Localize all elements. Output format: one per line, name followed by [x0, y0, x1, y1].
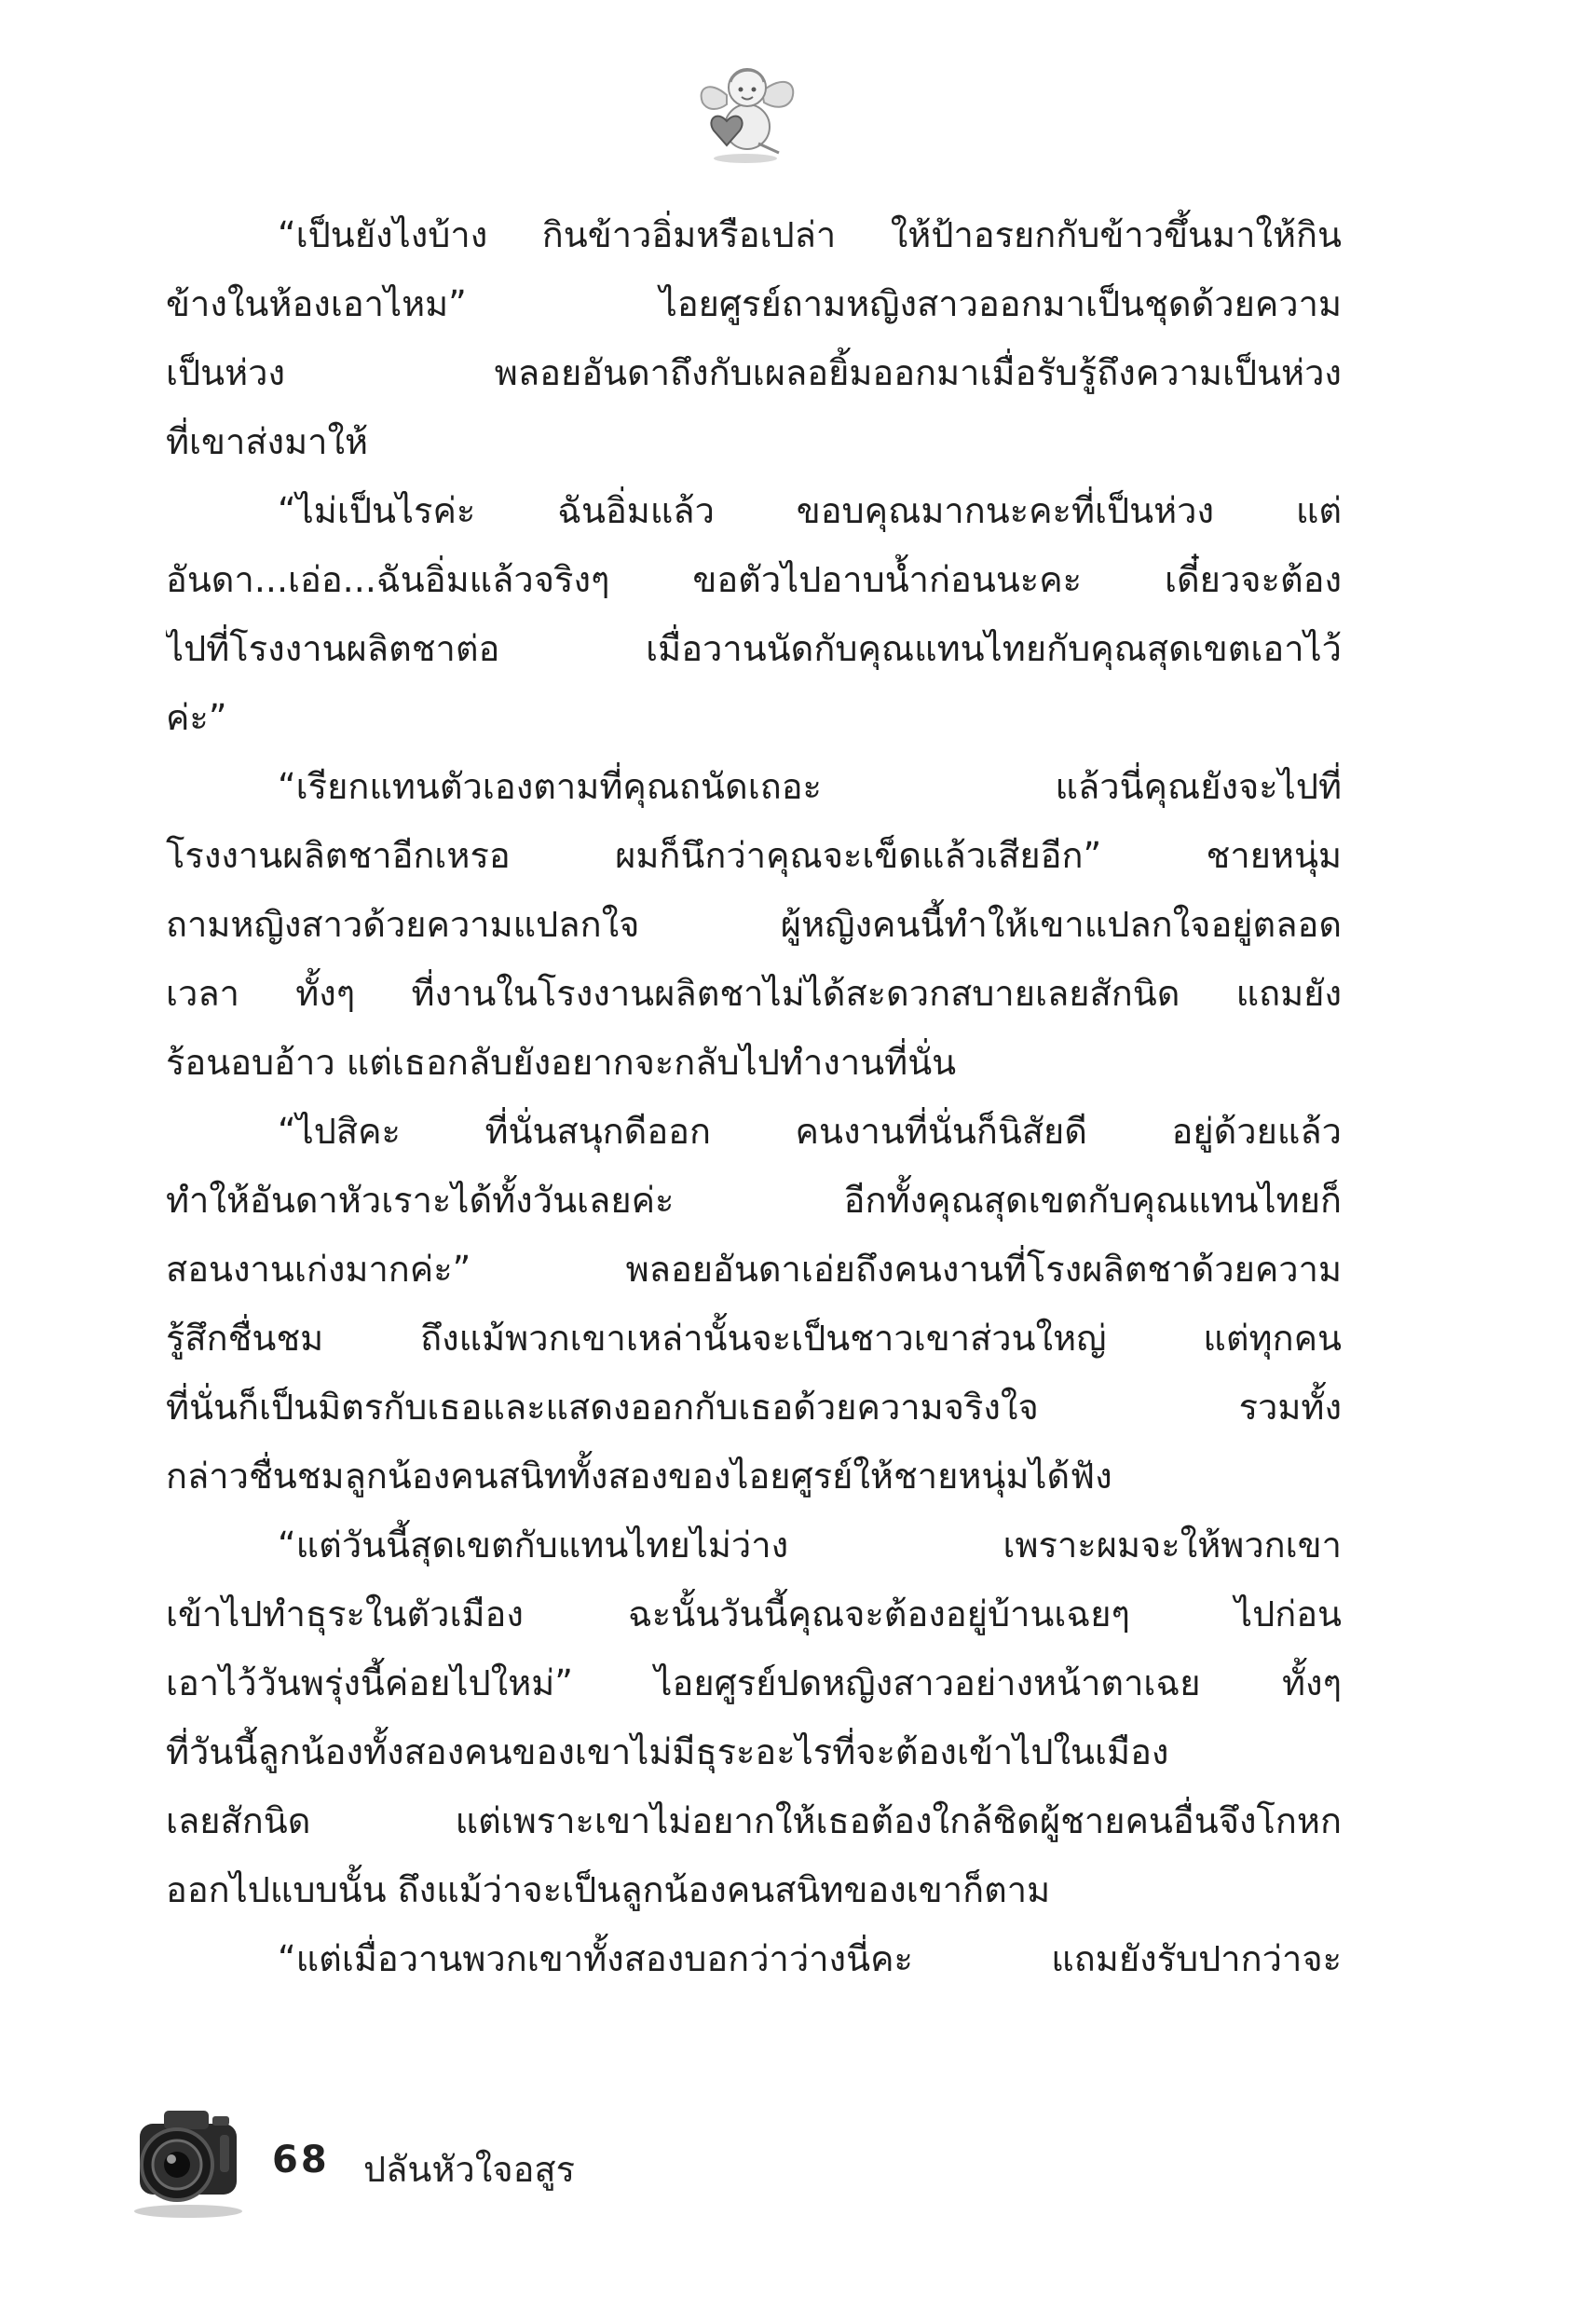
text-line: “ไปสิคะ ที่นั่นสนุกดีออก คนงานที่นั่นก็นิสัยดี อยู่ด้วยแล้ว [278, 1111, 1342, 1152]
text-line: “เรียกแทนตัวเองตามที่คุณถนัดเถอะ แล้วนี่คุณยังจะไปที่ [278, 766, 1342, 807]
text-line: ไปที่โรงงานผลิตชาต่อ เมื่อวานนัดกับคุณแทนไทยกับคุณสุดเขตเอาไว้ [166, 628, 1342, 669]
text-line: “แต่เมื่อวานพวกเขาทั้งสองบอกว่าว่างนี่คะ แถมยังรับปากว่าจะ [278, 1938, 1342, 1979]
text-line: เอาไว้วันพรุ่งนี้ค่อยไปใหม่” ไอยศูรย์ปดหญิงสาวอย่างหน้าตาเฉย ทั้งๆ [166, 1662, 1342, 1703]
page-footer [123, 2092, 775, 2222]
text-line: เป็นห่วง พลอยอันดาถึงกับเผลอยิ้มออกมาเมื่อรับรู้ถึงความเป็นห่วง [166, 352, 1342, 393]
text-line: ที่เขาส่งมาให้ [166, 421, 369, 462]
text-line: ออกไปแบบนั้น ถึงแม้ว่าจะเป็นลูกน้องคนสนิทของเขาก็ตาม [166, 1869, 1051, 1910]
text-line: “เป็นยังไงบ้าง กินข้าวอิ่มหรือเปล่า ให้ป้าอรยกกับข้าวขึ้นมาให้กิน [278, 214, 1342, 255]
text-line: ข้างในห้องเอาไหม” ไอยศูรย์ถามหญิงสาวออกมาเป็นชุดด้วยความ [166, 283, 1342, 324]
camera-icon [123, 2092, 253, 2222]
text-line: เลยสักนิด แต่เพราะเขาไม่อยากให้เธอต้องใกล้ชิดผู้ชายคนอื่นจึงโกหก [166, 1800, 1342, 1841]
text-line: โรงงานผลิตชาอีกเหรอ ผมก็นึกว่าคุณจะเข็ดแล้วเสียอีก” ชายหนุ่ม [166, 835, 1342, 876]
text-line: ถามหญิงสาวด้วยความแปลกใจ ผู้หญิงคนนี้ทำให้เขาแปลกใจอยู่ตลอด [166, 904, 1342, 945]
text-line: รู้สึกชื่นชม ถึงแม้พวกเขาเหล่านั้นจะเป็นชาวเขาส่วนใหญ่ แต่ทุกคน [166, 1318, 1342, 1359]
body-text [166, 200, 1342, 1993]
text-line: สอนงานเก่งมากค่ะ” พลอยอันดาเอ่ยถึงคนงานที่โรงผลิตชาด้วยความ [166, 1249, 1342, 1290]
text-line: “ไม่เป็นไรค่ะ ฉันอิ่มแล้ว ขอบคุณมากนะคะที่เป็นห่วง แต่ [278, 490, 1342, 531]
text-line: ที่วันนี้ลูกน้องทั้งสองคนของเขาไม่มีธุระอะไรที่จะต้องเข้าไปในเมือง [166, 1731, 1169, 1772]
text-line: ทำให้อันดาหัวเราะได้ทั้งวันเลยค่ะ อีกทั้งคุณสุดเขตกับคุณแทนไทยก็ [166, 1180, 1342, 1221]
cupid-with-heart-icon [689, 54, 801, 166]
text-line: “แต่วันนี้สุดเขตกับแทนไทยไม่ว่าง เพราะผมจะให้พวกเขา [278, 1525, 1342, 1566]
text-line: เวลา ทั้งๆ ที่งานในโรงงานผลิตชาไม่ได้สะดวกสบายเลยสักนิด แถมยัง [166, 973, 1342, 1014]
page-number: 68 [272, 2139, 330, 2181]
text-line: ค่ะ” [166, 697, 227, 738]
text-line: เข้าไปทำธุระในตัวเมือง ฉะนั้นวันนี้คุณจะต้องอยู่บ้านเฉยๆ ไปก่อน [166, 1593, 1342, 1634]
text-line: อันดา...เอ่อ...ฉันอิ่มแล้วจริงๆ ขอตัวไปอาบน้ำก่อนนะคะ เดี๋ยวจะต้อง [166, 559, 1342, 600]
text-line: ที่นั่นก็เป็นมิตรกับเธอและแสดงออกกับเธอด้วยความจริงใจ รวมทั้ง [166, 1387, 1342, 1428]
text-line: กล่าวชื่นชมลูกน้องคนสนิททั้งสองของไอยศูรย์ให้ชายหนุ่มได้ฟัง [166, 1456, 1112, 1497]
book-title: ปลันหัวใจอสูร [363, 2149, 576, 2190]
text-line: ร้อนอบอ้าว แต่เธอกลับยังอยากจะกลับไปทำงานที่นั่น [166, 1042, 957, 1083]
